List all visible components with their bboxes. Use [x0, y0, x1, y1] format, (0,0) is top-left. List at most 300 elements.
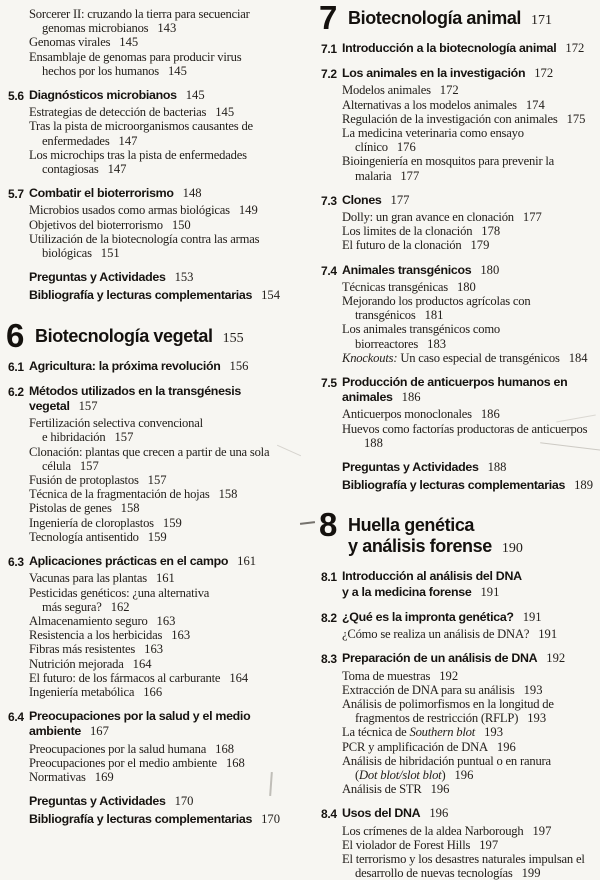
entry-title — [348, 515, 523, 556]
entry-title — [348, 8, 552, 28]
toc-sub-entry — [29, 218, 302, 232]
entry-title — [342, 651, 565, 665]
entry-title — [29, 186, 202, 200]
page-number: 170 — [261, 812, 281, 827]
toc-sub-entry — [29, 148, 302, 176]
chapter-number: 6 — [6, 316, 24, 354]
entry-title — [29, 384, 241, 413]
entry-text: Introducción al análisis del DNA — [342, 569, 522, 584]
page-number: 166 — [143, 684, 163, 699]
page-number: 153 — [174, 270, 194, 285]
entry-title — [342, 154, 600, 182]
toc-meta-entry — [342, 460, 600, 475]
toc-sub-entry — [29, 7, 302, 35]
entry-text: Análisis de STR — [342, 782, 422, 797]
toc-sub-entry — [342, 838, 600, 852]
entry-text: Normativas — [29, 769, 86, 784]
entry-title — [342, 824, 600, 838]
page-number: 159 — [147, 529, 167, 544]
entry-text: Bibliografía y lecturas complementarias — [342, 478, 566, 493]
entry-text: Southern blot — [409, 725, 476, 740]
toc-sub-entry — [342, 351, 600, 365]
toc-sub-entry — [29, 487, 302, 501]
page-number: 159 — [162, 515, 182, 530]
toc-sub-entry — [29, 119, 302, 147]
entry-text: enfermedades — [42, 133, 110, 148]
toc-section-entry — [321, 41, 600, 56]
page-number: 145 — [167, 63, 187, 78]
entry-title — [29, 288, 280, 302]
page-number: 196 — [430, 782, 450, 797]
entry-text: Preocupaciones por la salud y el medio — [29, 709, 251, 724]
toc-section-entry — [321, 651, 600, 666]
page-number: 177 — [522, 210, 542, 225]
entry-text: Regulación de la investigación con animales — [342, 111, 558, 126]
section-number: 6.2 — [8, 384, 24, 399]
page-number: 162 — [110, 599, 130, 614]
entry-title — [29, 270, 193, 284]
page-number: 190 — [501, 541, 523, 557]
entry-text: y análisis forense — [348, 536, 492, 557]
page-number: 151 — [100, 246, 120, 261]
entry-text: ¿Qué es la impronta genética? — [342, 609, 514, 624]
entry-text: Genomas virales — [29, 35, 111, 50]
toc-section-entry — [321, 66, 600, 81]
section-number: 5.7 — [8, 187, 24, 202]
page-number: 189 — [574, 478, 594, 493]
entry-title — [342, 422, 600, 450]
page-number: 172 — [439, 83, 459, 98]
entry-title — [342, 478, 593, 492]
entry-title — [29, 416, 302, 444]
toc-section-entry — [8, 554, 302, 569]
page-number: 197 — [479, 837, 499, 852]
toc-sub-entry — [342, 627, 600, 641]
entry-title — [342, 754, 600, 782]
page-number: 180 — [456, 279, 476, 294]
entry-text: Dot blot/slot blot — [359, 767, 442, 782]
entry-text: Ensamblaje de genomas para producir virus — [29, 49, 242, 64]
toc-column-right — [319, 0, 600, 880]
entry-text: malaria — [355, 168, 392, 183]
entry-text: Fertilización selectiva convencional — [29, 416, 203, 431]
entry-text: desarrollo de nuevas tecnologías — [355, 866, 513, 880]
entry-text: Anticuerpos monoclonales — [342, 407, 472, 422]
toc-sub-entry — [29, 35, 302, 49]
entry-title — [29, 530, 302, 544]
entry-text: biológicas — [42, 246, 92, 261]
page-number: 191 — [480, 584, 500, 599]
entry-text: Análisis de polimorfismos en la longitud de — [342, 696, 554, 711]
entry-title — [342, 740, 600, 754]
page-number: 157 — [79, 458, 99, 473]
entry-text: Introducción a la biotecnología animal — [342, 41, 557, 55]
toc-sub-entry — [29, 671, 302, 685]
toc-sub-entry — [29, 657, 302, 671]
section-number: 7.2 — [321, 67, 337, 82]
scan-artifact — [300, 521, 315, 525]
page-number: 196 — [429, 806, 449, 821]
entry-text: Preguntas y Actividades — [29, 794, 166, 809]
toc-sub-entry — [342, 210, 600, 224]
page-number: 177 — [400, 168, 420, 183]
entry-text: Toma de muestras — [342, 668, 431, 683]
toc-sub-entry — [29, 571, 302, 585]
entry-title — [29, 628, 302, 642]
page-number: 192 — [439, 668, 459, 683]
toc-sub-entry — [29, 614, 302, 628]
toc-sub-entry — [29, 685, 302, 699]
entry-title — [29, 359, 248, 373]
entry-text: ambiente — [29, 724, 81, 739]
page-number: 178 — [481, 224, 501, 239]
entry-text: Diagnósticos microbianos — [29, 88, 177, 103]
entry-title — [342, 224, 600, 238]
entry-text: Producción de anticuerpos humanos en — [342, 375, 568, 390]
entry-text: Biotecnología animal — [348, 8, 522, 28]
entry-title — [342, 193, 409, 207]
toc-meta-entry — [29, 270, 302, 285]
toc-sub-entry — [29, 105, 302, 119]
page-number: 172 — [534, 66, 554, 81]
toc-section-entry — [8, 186, 302, 201]
toc-sub-entry — [342, 852, 600, 880]
entry-text: PCR y amplificación de DNA — [342, 739, 488, 754]
page-number: 149 — [238, 203, 258, 218]
toc-meta-entry — [29, 794, 302, 809]
page-number: 188 — [487, 460, 507, 475]
entry-title — [29, 445, 302, 473]
entry-title — [29, 685, 302, 699]
chapter-number: 7 — [319, 0, 337, 36]
entry-text: Microbios usados como armas biológicas — [29, 203, 230, 218]
page-number: 163 — [171, 628, 191, 643]
entry-title — [29, 586, 302, 614]
entry-title — [342, 782, 600, 796]
entry-text: biorreactores — [355, 336, 419, 351]
entry-text: Técnicas transgénicas — [342, 279, 448, 294]
page-number: 188 — [364, 435, 383, 450]
entry-text: Fusión de protoplastos — [29, 473, 139, 488]
page-number: 148 — [182, 186, 202, 201]
entry-text: ) — [441, 767, 446, 782]
page-number: 147 — [107, 162, 127, 177]
entry-text: Clonación: plantas que crecen a partir de una sola — [29, 444, 270, 459]
entry-text: Métodos utilizados en la transgénesis — [29, 383, 241, 398]
entry-title — [342, 669, 600, 683]
entry-text: Ingeniería metabólica — [29, 684, 135, 699]
page-number: 170 — [174, 794, 194, 809]
entry-title — [29, 671, 302, 685]
entry-text: Resistencia a los herbicidas — [29, 628, 163, 643]
toc-sub-entry — [29, 473, 302, 487]
page-number: 193 — [484, 725, 503, 740]
page-number: 183 — [427, 336, 447, 351]
toc-sub-entry — [29, 530, 302, 544]
entry-text: Pesticidas genéticos: ¿una alternativa — [29, 585, 210, 600]
entry-title — [29, 7, 302, 35]
page-number: 158 — [218, 487, 238, 502]
page-number: 161 — [155, 571, 175, 586]
entry-title — [342, 697, 600, 725]
toc-sub-entry — [342, 725, 600, 739]
entry-title — [342, 280, 600, 294]
entry-text: fragmentos de restricción (RFLP) — [355, 711, 519, 726]
toc-sub-entry — [29, 445, 302, 473]
page-number: 156 — [229, 358, 249, 373]
entry-title — [29, 516, 302, 530]
page-number: 168 — [215, 741, 235, 756]
page-number: 157 — [78, 399, 98, 414]
entry-text: Nutrición mejorada — [29, 656, 124, 671]
entry-text: contagiosas — [42, 162, 99, 177]
entry-text: Bioingeniería en mosquitos para prevenir la — [342, 154, 555, 169]
entry-text: Agricultura: la próxima revolución — [29, 358, 221, 373]
entry-text: El futuro: de los fármacos al carburante — [29, 670, 221, 685]
entry-title — [29, 554, 256, 568]
entry-text: Bibliografía y lecturas complementarias — [29, 288, 253, 303]
entry-text: transgénicos — [355, 308, 416, 323]
entry-title — [29, 218, 302, 232]
entry-text: clínico — [355, 140, 388, 155]
entry-text: Preguntas y Actividades — [29, 270, 166, 285]
entry-text: Los crímenes de la aldea Narborough — [342, 823, 524, 838]
toc-sub-entry — [29, 516, 302, 530]
page-number: 145 — [215, 105, 235, 120]
toc-meta-entry — [29, 288, 302, 303]
toc-sub-entry — [342, 280, 600, 294]
page-number: 181 — [424, 308, 444, 323]
page-number: 172 — [565, 41, 585, 55]
entry-title — [342, 407, 600, 421]
toc-sub-entry — [342, 697, 600, 725]
entry-title — [342, 263, 499, 277]
entry-title — [29, 232, 302, 260]
entry-text: Los animales transgénicos como — [342, 322, 501, 337]
entry-text: Alternativas a los modelos animales — [342, 97, 517, 112]
toc-section-entry — [8, 709, 302, 739]
page-number: 168 — [225, 755, 245, 770]
entry-text: El terrorismo y los desastres naturales impulsan el — [342, 851, 585, 866]
entry-title — [342, 66, 553, 80]
entry-text: Biotecnología vegetal — [35, 325, 213, 346]
entry-title — [29, 571, 302, 585]
entry-text: El violador de Forest Hills — [342, 837, 471, 852]
entry-text: Knockouts: — [342, 350, 398, 365]
toc-chapter-entry — [6, 316, 302, 354]
page-number: 163 — [156, 613, 176, 628]
toc-sub-entry — [342, 683, 600, 697]
toc-sub-entry — [342, 824, 600, 838]
entry-title — [342, 806, 448, 820]
entry-text: Ingeniería de cloroplastos — [29, 515, 154, 530]
page-number: 174 — [525, 97, 545, 112]
page-number: 177 — [390, 192, 410, 207]
section-number: 8.3 — [321, 652, 337, 667]
section-number: 7.5 — [321, 376, 337, 391]
entry-title — [29, 794, 193, 808]
entry-title — [29, 501, 302, 515]
entry-text: más segura? — [42, 599, 102, 614]
toc-section-entry — [321, 263, 600, 278]
entry-title — [29, 50, 302, 78]
section-number: 8.1 — [321, 570, 337, 585]
toc-section-entry — [321, 569, 600, 599]
toc-sub-entry — [342, 98, 600, 112]
section-number: 6.4 — [8, 710, 24, 725]
entry-title — [29, 614, 302, 628]
toc-sub-entry — [342, 407, 600, 421]
page-number: 158 — [120, 501, 140, 516]
entry-title — [342, 627, 600, 641]
page-number: 155 — [222, 330, 244, 346]
entry-text: ( — [355, 767, 359, 782]
section-number: 8.4 — [321, 807, 337, 822]
entry-title — [29, 642, 302, 656]
entry-title — [29, 709, 250, 738]
entry-text: Bibliografía y lecturas complementarias — [29, 812, 253, 827]
entry-text: Huevos como factorías productoras de anticuerpos — [342, 421, 588, 436]
entry-title — [29, 105, 302, 119]
page-number: 179 — [470, 238, 490, 253]
toc-chapter-entry — [319, 506, 600, 559]
entry-text: Sorcerer II: cruzando la tierra para secuenciar — [29, 7, 250, 21]
toc-sub-entry — [342, 740, 600, 754]
toc-chapter-entry — [319, 0, 600, 36]
page-number: 193 — [527, 711, 547, 726]
entry-title — [29, 35, 302, 49]
page-number: 191 — [538, 627, 558, 642]
toc-section-entry — [8, 359, 302, 374]
entry-text: Mejorando los productos agrícolas con — [342, 294, 531, 309]
entry-title — [342, 98, 600, 112]
entry-title — [342, 112, 600, 126]
toc-sub-entry — [342, 322, 600, 350]
entry-text: vegetal — [29, 399, 70, 414]
page-number: 164 — [229, 670, 249, 685]
entry-text: Los limites de la clonación — [342, 224, 473, 239]
entry-title — [342, 375, 567, 404]
toc-column-left — [8, 7, 302, 828]
page-number: 176 — [396, 140, 416, 155]
entry-title — [342, 322, 600, 350]
entry-title — [29, 203, 302, 217]
toc-sub-entry — [342, 126, 600, 154]
entry-title — [342, 294, 600, 322]
toc-sub-entry — [29, 770, 302, 784]
entry-text: Usos del DNA — [342, 806, 421, 821]
entry-text: La técnica de — [342, 725, 410, 740]
page-number: 193 — [523, 682, 543, 697]
entry-text: Pistolas de genes — [29, 501, 112, 516]
toc-sub-entry — [29, 756, 302, 770]
toc-sub-entry — [342, 669, 600, 683]
toc-meta-entry — [29, 812, 302, 827]
entry-text: Dolly: un gran avance en clonación — [342, 210, 514, 225]
entry-text: Fibras más resistentes — [29, 642, 136, 657]
section-number: 5.6 — [8, 89, 24, 104]
section-number: 7.1 — [321, 42, 337, 56]
page-number: 192 — [546, 651, 566, 666]
entry-text: Los animales en la investigación — [342, 66, 526, 81]
entry-title — [342, 238, 600, 252]
page-number: 164 — [132, 656, 152, 671]
entry-text: y a la medicina forense — [342, 584, 472, 599]
toc-sub-entry — [29, 232, 302, 260]
toc-sub-entry — [342, 238, 600, 252]
toc-sub-entry — [29, 742, 302, 756]
entry-text: Combatir el bioterrorismo — [29, 186, 174, 201]
page-number: 145 — [185, 88, 205, 103]
page-number: 167 — [90, 724, 109, 739]
entry-title — [342, 569, 522, 598]
section-number: 6.3 — [8, 555, 24, 570]
page-number: 145 — [119, 35, 139, 50]
entry-text: Tecnología antisentido — [29, 529, 139, 544]
entry-title — [29, 742, 302, 756]
toc-sub-entry — [29, 586, 302, 614]
section-number: 7.4 — [321, 263, 337, 278]
entry-title — [342, 460, 506, 474]
entry-text: Preguntas y Actividades — [342, 460, 479, 475]
entry-text: La medicina veterinaria como ensayo — [342, 126, 524, 141]
page-number: 161 — [237, 554, 257, 569]
page-number: 157 — [147, 473, 167, 488]
entry-title — [29, 88, 205, 102]
toc-section-entry — [321, 806, 600, 821]
page-number: 196 — [454, 767, 474, 782]
toc-sub-entry — [342, 754, 600, 782]
entry-text: Análisis de hibridación puntual o en ranura — [342, 753, 551, 768]
section-number: 7.3 — [321, 193, 337, 208]
page-number: 175 — [566, 111, 586, 126]
page-number: 184 — [568, 350, 588, 365]
entry-title — [35, 326, 244, 346]
toc-sub-entry — [29, 628, 302, 642]
entry-title — [29, 812, 280, 826]
entry-text: Huella genética — [348, 515, 475, 536]
page-number: 157 — [114, 430, 134, 445]
entry-title — [342, 683, 600, 697]
page-number: 191 — [522, 609, 542, 624]
page-number: 169 — [94, 769, 114, 784]
entry-text: Animales transgénicos — [342, 262, 472, 277]
page-number: 196 — [496, 739, 516, 754]
entry-text: Aplicaciones prácticas en el campo — [29, 554, 229, 569]
entry-title — [29, 473, 302, 487]
chapter-number: 8 — [319, 506, 337, 544]
page-number: 154 — [261, 288, 281, 303]
toc-sub-entry — [342, 112, 600, 126]
toc-sub-entry — [29, 50, 302, 78]
entry-title — [29, 148, 302, 176]
entry-title — [29, 487, 302, 501]
toc-sub-entry — [342, 294, 600, 322]
entry-text: ¿Cómo se realiza un análisis de DNA? — [342, 627, 530, 642]
section-number: 6.1 — [8, 359, 24, 374]
toc-sub-entry — [342, 83, 600, 97]
entry-text: Los microchips tras la pista de enfermedades — [29, 147, 247, 162]
entry-title — [342, 725, 600, 739]
page-number: 143 — [157, 21, 177, 36]
entry-title — [342, 126, 600, 154]
entry-title — [342, 852, 600, 880]
entry-title — [29, 657, 302, 671]
entry-text: Vacunas para las plantas — [29, 571, 147, 586]
entry-text: Objetivos del bioterrorismo — [29, 217, 163, 232]
entry-title — [29, 770, 302, 784]
entry-text: genomas microbianos — [42, 21, 149, 36]
